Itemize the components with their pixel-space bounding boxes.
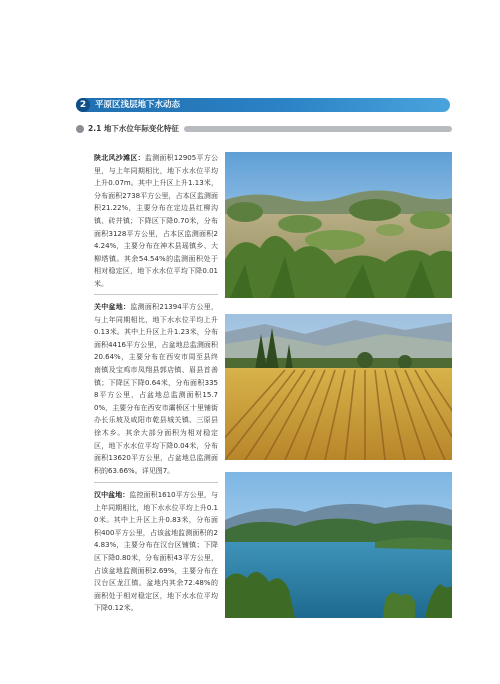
paragraph-heading: 陕北风沙滩区： xyxy=(94,154,145,162)
desert-shrubland-photo xyxy=(225,152,452,298)
section-number: 2 xyxy=(76,98,90,112)
subsection-bar xyxy=(184,126,452,132)
section-header xyxy=(76,98,450,112)
divider xyxy=(94,294,218,295)
paragraph-guanzhong xyxy=(94,301,218,477)
subsection-bullet-icon xyxy=(76,125,84,133)
reservoir-lake-photo xyxy=(225,472,452,618)
paragraph-heading: 汉中盆地： xyxy=(94,491,130,499)
divider xyxy=(94,482,218,483)
paragraph-hanzhong xyxy=(94,489,218,615)
paragraph-body: 监测面积12905平方公里，与上年同期相比，地下水水位平均上升0.07m。其中上升区上升1.13米，分布面积2738平方公里，占本区监测面积21.22%，主要分布在定边县红柳沟镇、砖井镇；下降区下降0.70米，分布面积3128平方公里，占本区监测面积24.24%，主要分布在神木县瑶镇乡、大柳塔镇。其余54.54%的监测面积处于相对稳定区，地下水水位平均下降0.01米。 xyxy=(94,154,218,288)
wheat-field-photo xyxy=(225,314,452,460)
subsection-title: 2.1 地下水位年际变化特征 xyxy=(88,124,179,133)
paragraph-heading: 关中盆地： xyxy=(94,303,131,311)
subsection-header xyxy=(76,124,452,134)
paragraph-body: 监测面积21394平方公里，与上年同期相比，地下水水位平均上升0.13米。其中上升区上升1.23米，分布面积4416平方公里，占盆地总监测面积20.64%，主要分布在西安市周至县终南镇及宝鸡市凤翔县郭店镇、眉县首善镇；下降区下降0.64米，分布面积3358平方公里，占盆地总监测面积15.70%，主要分布在西安市灞桥区十里铺街办长乐坡及咸阳市乾县城关镇、三原县徐木乡。其余大部分面积为相对稳定区，地下水水位平均下降0.04米，分布面积13620平方公里，占盆地总监测面积的63.66%。详见图7。 xyxy=(94,303,218,475)
paragraph-shaanbei xyxy=(94,152,218,291)
section-title: 平原区浅层地下水动态 xyxy=(95,100,181,110)
paragraph-body: 监控面积1610平方公里，与上年同期相比，地下水水位平均上升0.10米。其中上升区上升0.83米，分布面积400平方公里，占该盆地监测面积的24.83%，主要分布在汉台区铺镇；下降区下降0.80米，分布面积43平方公里，占该盆地监测面积2.69%，主要分布在汉台区龙江镇。盆地内其余72.48%的面积处于相对稳定区，地下水水位平均下降0.12米。 xyxy=(94,491,218,613)
